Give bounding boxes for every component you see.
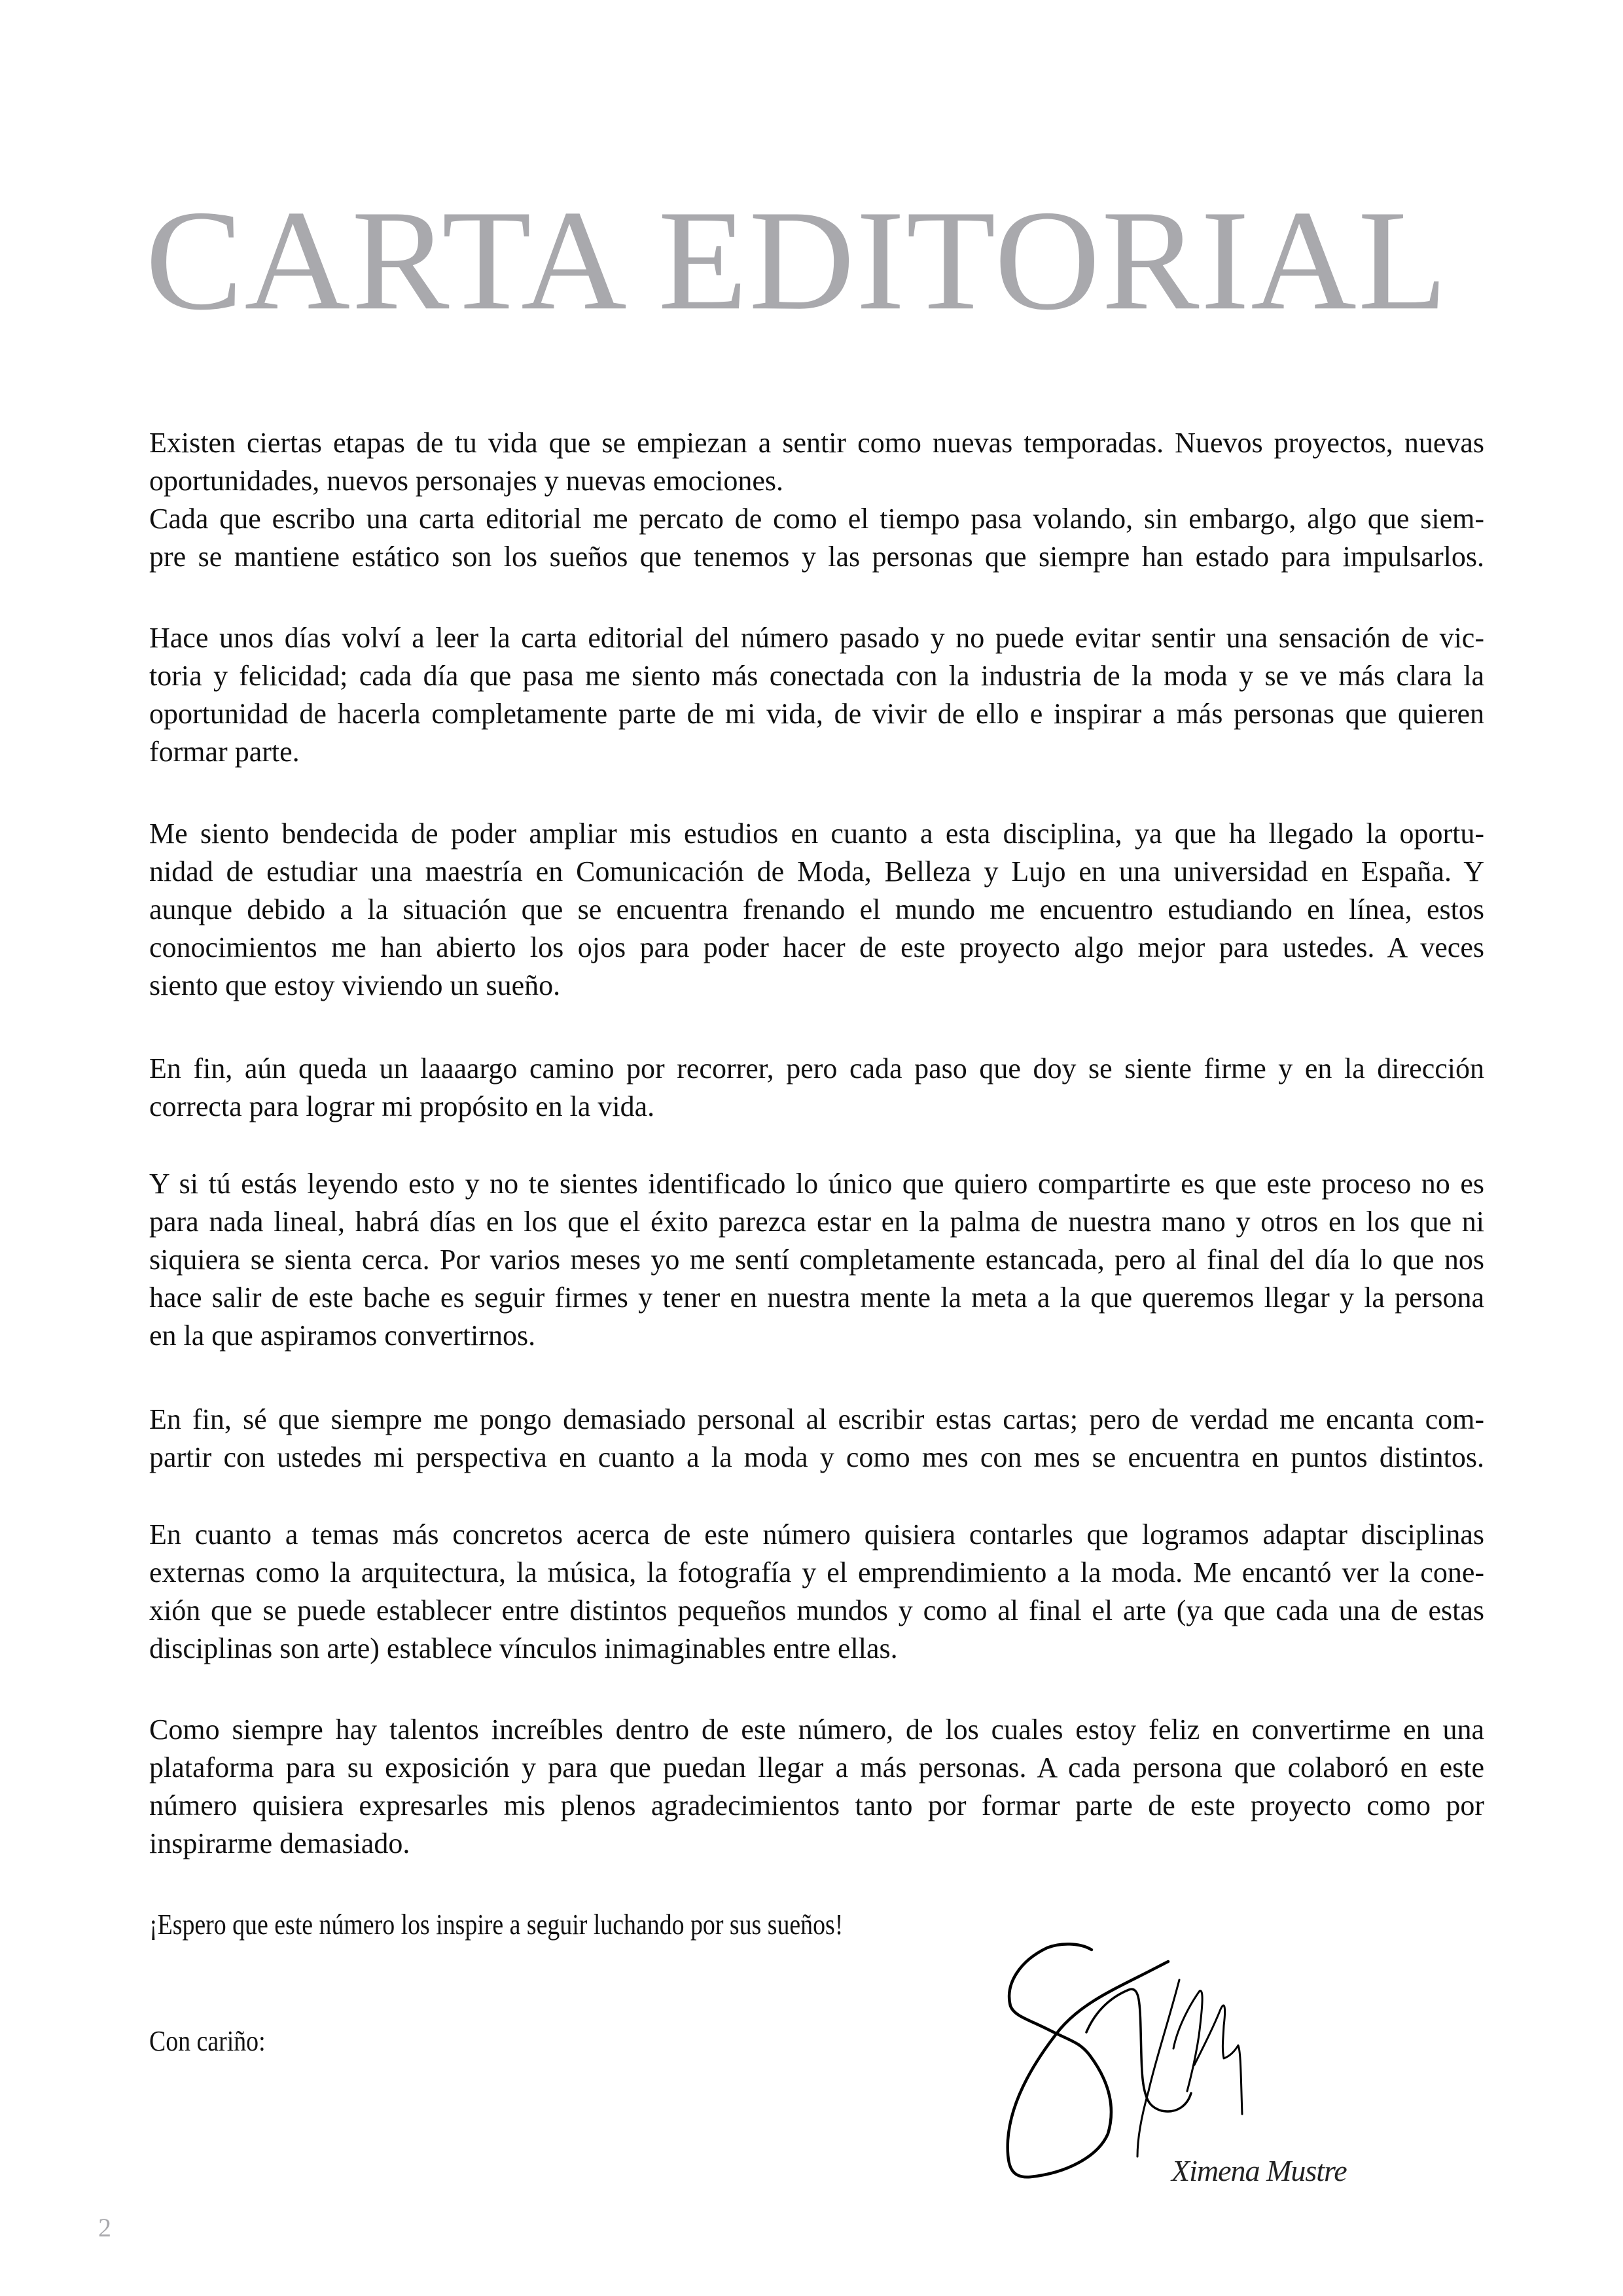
text-line: En fin, aún queda un laaaargo camino por recorrer, pero cada paso que doy se siente firme y en la dirección — [149, 1052, 1484, 1085]
text-line: pre se mantiene estático son los sueños que tenemos y las personas que siempre han estado para impulsarlos. — [149, 541, 1484, 573]
sign-off: Con cariño: — [149, 2025, 266, 2057]
text-line: Como siempre hay talentos increíbles dentro de este número, de los cuales estoy feliz en convertirme en una — [149, 1713, 1484, 1746]
text-line: siquiera se sienta cerca. Por varios meses yo me sentí completamente estancada, pero al final del día lo que nos — [149, 1244, 1484, 1276]
text-line: en la que aspiramos convertirnos. — [149, 1319, 536, 1352]
paragraph-1 — [149, 424, 1484, 576]
text-line: siento que estoy viviendo un sueño. — [149, 969, 561, 1001]
text-line: Y si tú estás leyendo esto y no te sientes identificado lo único que quiero compartirte es que este proceso no es — [149, 1168, 1484, 1200]
paragraph-7 — [149, 1516, 1484, 1668]
text-line: Existen ciertas etapas de tu vida que se empiezan a sentir como nuevas temporadas. Nuevos proyectos, nuevas — [149, 427, 1484, 459]
paragraph-2 — [149, 619, 1484, 771]
text-line: oportunidades, nuevos personajes y nuevas emociones. — [149, 465, 783, 497]
signature-name: Ximena Mustre — [1171, 2154, 1347, 2187]
text-line: En fin, sé que siempre me pongo demasiado personal al escribir estas cartas; pero de verdad me encanta com- — [149, 1403, 1484, 1435]
text-line: partir con ustedes mi perspectiva en cuanto a la moda y como mes con mes se encuentra en puntos distintos. — [149, 1441, 1484, 1473]
paragraph-6 — [149, 1401, 1484, 1477]
text-line: En cuanto a temas más concretos acerca de este número quisiera contarles que logramos adaptar disciplinas — [149, 1518, 1484, 1551]
text-line: xión que se puede establecer entre distintos pequeños mundos y como al final el arte (ya que cada una de estas — [149, 1594, 1484, 1626]
text-line: Cada que escribo una carta editorial me percato de como el tiempo pasa volando, sin embargo, algo que siem- — [149, 503, 1484, 535]
paragraph-4 — [149, 1050, 1484, 1126]
paragraph-3 — [149, 815, 1484, 1005]
text-line: número quisiera expresarles mis plenos agradecimientos tanto por formar parte de este proyecto como por — [149, 1789, 1484, 1821]
text-line: inspirarme demasiado. — [149, 1827, 410, 1859]
paragraph-8 — [149, 1711, 1484, 1863]
text-line: toria y felicidad; cada día que pasa me siento más conectada con la industria de la moda y se ve más clara la — [149, 660, 1484, 692]
page-number: 2 — [98, 2213, 111, 2242]
text-line: plataforma para su exposición y para que puedan llegar a más personas. A cada persona que colaboró en este — [149, 1751, 1484, 1784]
text-line: correcta para lograr mi propósito en la vida. — [149, 1090, 655, 1122]
text-line: aunque debido a la situación que se encuentra frenando el mundo me encuentro estudiando en línea, estos — [149, 893, 1484, 925]
text-line: conocimientos me han abierto los ojos para poder hacer de este proyecto algo mejor para ustedes. A veces — [149, 931, 1484, 963]
text-line: oportunidad de hacerla completamente parte de mi vida, de vivir de ello e inspirar a más personas que quieren — [149, 698, 1484, 730]
text-line: Hace unos días volví a leer la carta editorial del número pasado y no puede evitar sentir una sensación de vic- — [149, 622, 1484, 654]
closing-exclamation: ¡Espero que este número los inspire a seguir luchando por sus sueños! — [149, 1909, 844, 1941]
text-line: nidad de estudiar una maestría en Comunicación de Moda, Belleza y Lujo en una universidad en España. Y — [149, 855, 1484, 888]
text-line: hace salir de este bache es seguir firmes y tener en nuestra mente la meta a la que queremos llegar y la persona — [149, 1282, 1484, 1314]
text-line: disciplinas son arte) establece vínculos inimaginables entre ellas. — [149, 1632, 898, 1664]
text-line: Me siento bendecida de poder ampliar mis estudios en cuanto a esta disciplina, ya que ha llegado la oportu- — [149, 817, 1484, 850]
page-title: CARTA EDITORIAL — [145, 181, 1449, 340]
paragraph-5 — [149, 1165, 1484, 1355]
text-line: formar parte. — [149, 736, 300, 768]
text-line: para nada lineal, habrá días en los que el éxito parezca estar en la palma de nuestra mano y otros en los que ni — [149, 1206, 1484, 1238]
text-line: externas como la arquitectura, la música, la fotografía y el emprendimiento a la moda. Me encantó ver la cone- — [149, 1556, 1484, 1588]
